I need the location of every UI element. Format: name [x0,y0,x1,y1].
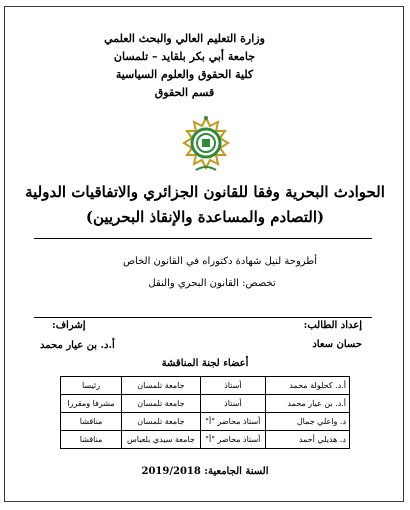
specialization-line: تخصص: القانون البحري والنقل [148,278,276,289]
student-name: حسان سعاد [312,339,362,350]
ministry-name: وزارة التعليم العالي والبحث العلمي [104,32,265,45]
member-name: د. واعلي جمال [265,413,349,431]
degree-line: أطروحة لنيل شهادة دكتوراه في القانون الخاص [122,256,318,267]
member-role: رئيسا [61,377,122,395]
committee-table [60,376,350,449]
member-rank: أستاذ [200,395,265,413]
table-row [61,395,350,413]
student-label: إعداد الطالب: [303,320,362,331]
department-name: قسم الحقوق [154,86,215,99]
supervisor-name: أ.د. بن عيار محمد [40,340,115,351]
member-role: مشرفا ومقررا [61,395,122,413]
thesis-subtitle: (التصادم والمساعدة والإنقاذ البحريين) [85,208,325,226]
member-university: جامعة سيدي بلعباس [122,431,201,449]
academic-year: السنة الجامعية: 2019/2018 [141,466,269,477]
member-name: د. هديلي أحمد [265,431,349,449]
university-name: جامعة أبي بكر بلقايد – تلمسان [113,50,256,63]
committee-title: أعضاء لجنة المناقشة [161,358,249,369]
member-rank: أستاذ [200,377,265,395]
divider [34,317,372,318]
table-row [61,377,350,395]
member-university: جامعة تلمسان [122,395,201,413]
member-role: مناقشا [61,413,122,431]
table-row [61,413,350,431]
faculty-name: كلية الحقوق والعلوم السياسية [115,68,254,81]
member-name: أ.د. كحلولة محمد [265,377,349,395]
university-emblem-icon [174,112,238,176]
member-rank: أستاذ محاضر "أ" [200,431,265,449]
member-university: جامعة تلمسان [122,413,201,431]
member-role: مناقشا [61,431,122,449]
institution-header [92,30,277,102]
supervisor-label: إشراف: [52,320,86,331]
divider [34,238,372,239]
table-row [61,431,350,449]
thesis-title: الحوادث البحرية وفقا للقانون الجزائري والاتفاقيات الدولية [25,183,385,201]
member-university: جامعة تلمسان [122,377,201,395]
member-rank: أستاذ محاضر "أ" [200,413,265,431]
member-name: أ.د. بن عيار محمد [265,395,349,413]
